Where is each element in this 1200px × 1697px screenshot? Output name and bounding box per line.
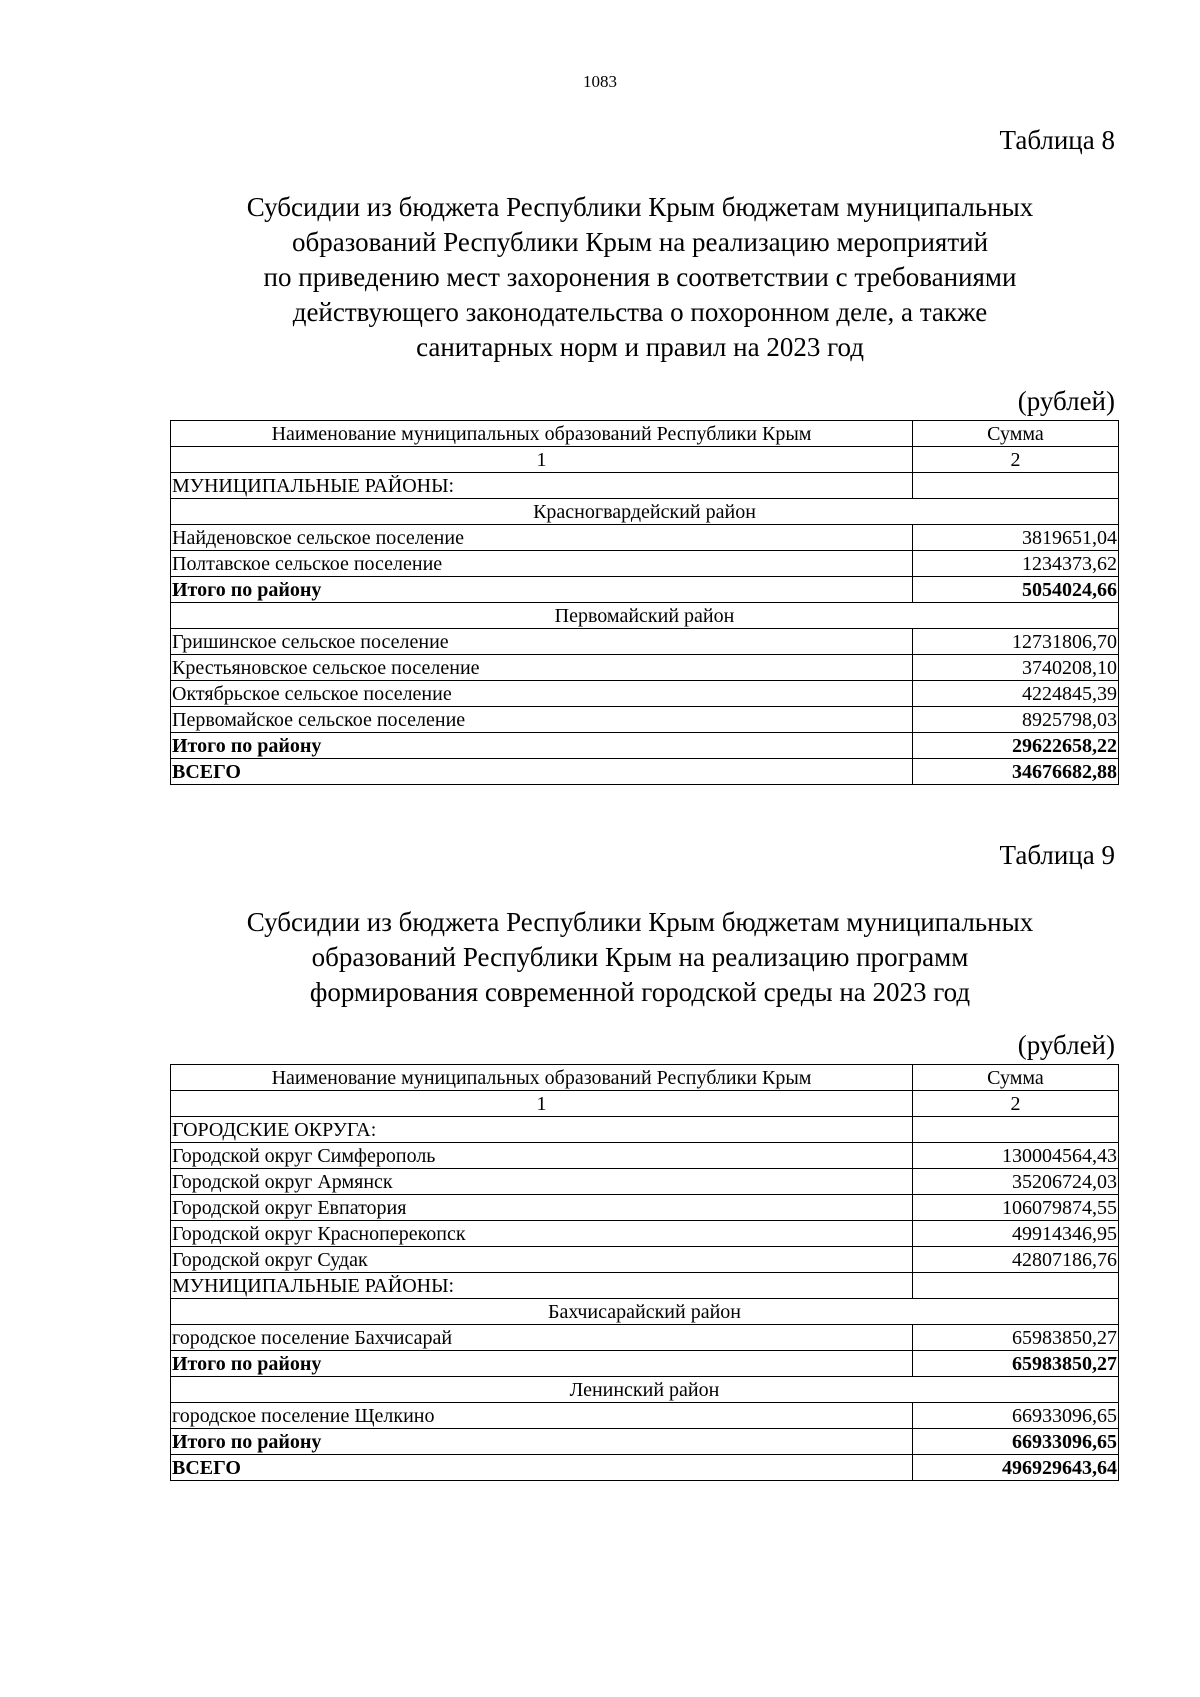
header-row xyxy=(171,421,1119,447)
row-value: 42807186,76 xyxy=(913,1247,1119,1273)
total-row xyxy=(171,577,1119,603)
header-sum: Сумма xyxy=(913,421,1119,447)
row-name: Октябрьское сельское поселение xyxy=(171,681,913,707)
table-8-label: Таблица 8 xyxy=(999,125,1115,155)
row-value: 106079874,55 xyxy=(913,1195,1119,1221)
total-row xyxy=(171,733,1119,759)
row-name: МУНИЦИПАЛЬНЫЕ РАЙОНЫ: xyxy=(171,473,913,499)
table-row xyxy=(171,681,1119,707)
row-value xyxy=(913,473,1119,499)
row-name: Городской округ Судак xyxy=(171,1247,913,1273)
row-name: Крестьяновское сельское поселение xyxy=(171,655,913,681)
column-number-row xyxy=(171,1091,1119,1117)
table-9-unit: (рублей) xyxy=(1017,1030,1115,1060)
table-8-title xyxy=(150,190,1130,365)
table-row xyxy=(171,629,1119,655)
district-row xyxy=(171,1377,1119,1403)
district-name: Первомайский район xyxy=(171,603,1119,629)
row-name: Городской округ Евпатория xyxy=(171,1195,913,1221)
header-row xyxy=(171,1065,1119,1091)
table-row xyxy=(171,1143,1119,1169)
row-value: 1234373,62 xyxy=(913,551,1119,577)
table-row xyxy=(171,551,1119,577)
title-line: образований Республики Крым на реализацию программ xyxy=(311,942,969,972)
row-value: 49914346,95 xyxy=(913,1221,1119,1247)
table-8 xyxy=(170,420,1119,785)
row-value: 65983850,27 xyxy=(913,1351,1119,1377)
district-row xyxy=(171,499,1119,525)
total-row xyxy=(171,1455,1119,1481)
row-name: МУНИЦИПАЛЬНЫЕ РАЙОНЫ: xyxy=(171,1273,913,1299)
row-value: 12731806,70 xyxy=(913,629,1119,655)
row-name: ВСЕГО xyxy=(171,1455,913,1481)
total-row xyxy=(171,759,1119,785)
row-value: 34676682,88 xyxy=(913,759,1119,785)
row-name: ВСЕГО xyxy=(171,759,913,785)
column-number: 1 xyxy=(171,1091,913,1117)
table-row xyxy=(171,1325,1119,1351)
row-value: 65983850,27 xyxy=(913,1325,1119,1351)
district-row xyxy=(171,603,1119,629)
table-9-title xyxy=(150,905,1130,1010)
title-line: Субсидии из бюджета Республики Крым бюджетам муниципальных xyxy=(246,907,1034,937)
row-name: Городской округ Симферополь xyxy=(171,1143,913,1169)
header-sum: Сумма xyxy=(913,1065,1119,1091)
row-value: 5054024,66 xyxy=(913,577,1119,603)
row-value: 66933096,65 xyxy=(913,1429,1119,1455)
table-row xyxy=(171,707,1119,733)
district-name: Ленинский район xyxy=(171,1377,1119,1403)
row-name: ГОРОДСКИЕ ОКРУГА: xyxy=(171,1117,913,1143)
table-9-label: Таблица 9 xyxy=(999,840,1115,870)
district-name: Бахчисарайский район xyxy=(171,1299,1119,1325)
row-name: городское поселение Щелкино xyxy=(171,1403,913,1429)
row-value: 35206724,03 xyxy=(913,1169,1119,1195)
row-value xyxy=(913,1117,1119,1143)
row-name: Первомайское сельское поселение xyxy=(171,707,913,733)
table-8-unit: (рублей) xyxy=(1017,386,1115,416)
column-number: 2 xyxy=(913,1091,1119,1117)
table-row xyxy=(171,1403,1119,1429)
row-name: Полтавское сельское поселение xyxy=(171,551,913,577)
row-value: 496929643,64 xyxy=(913,1455,1119,1481)
column-number: 1 xyxy=(171,447,913,473)
title-line: образований Республики Крым на реализацию мероприятий xyxy=(291,227,989,257)
page-number: 1083 xyxy=(583,72,617,91)
title-line: по приведению мест захоронения в соответствии с требованиями xyxy=(263,262,1017,292)
table-row xyxy=(171,1247,1119,1273)
table-row xyxy=(171,1221,1119,1247)
row-name: Итого по району xyxy=(171,1429,913,1455)
district-name: Красногвардейский район xyxy=(171,499,1119,525)
row-value: 66933096,65 xyxy=(913,1403,1119,1429)
table-row xyxy=(171,1169,1119,1195)
title-line: Субсидии из бюджета Республики Крым бюджетам муниципальных xyxy=(246,192,1034,222)
table-row xyxy=(171,655,1119,681)
row-value: 29622658,22 xyxy=(913,733,1119,759)
title-line: санитарных норм и правил на 2023 год xyxy=(416,332,864,362)
row-value: 130004564,43 xyxy=(913,1143,1119,1169)
row-name: Итого по району xyxy=(171,577,913,603)
section-row xyxy=(171,1273,1119,1299)
column-number-row xyxy=(171,447,1119,473)
district-row xyxy=(171,1299,1119,1325)
column-number: 2 xyxy=(913,447,1119,473)
row-value: 3740208,10 xyxy=(913,655,1119,681)
section-row xyxy=(171,1117,1119,1143)
row-name: Итого по району xyxy=(171,733,913,759)
row-name: Итого по району xyxy=(171,1351,913,1377)
row-value: 4224845,39 xyxy=(913,681,1119,707)
title-line: формирования современной городской среды на 2023 год xyxy=(309,977,971,1007)
total-row xyxy=(171,1351,1119,1377)
row-name: Найденовское сельское поселение xyxy=(171,525,913,551)
row-name: Городской округ Красноперекопск xyxy=(171,1221,913,1247)
row-name: Гришинское сельское поселение xyxy=(171,629,913,655)
row-value: 3819651,04 xyxy=(913,525,1119,551)
header-name: Наименование муниципальных образований Республики Крым xyxy=(171,421,913,447)
row-value xyxy=(913,1273,1119,1299)
row-name: Городской округ Армянск xyxy=(171,1169,913,1195)
table-row xyxy=(171,1195,1119,1221)
title-line: действующего законодательства о похоронном деле, а также xyxy=(292,297,988,327)
table-9 xyxy=(170,1064,1119,1481)
header-name: Наименование муниципальных образований Республики Крым xyxy=(171,1065,913,1091)
total-row xyxy=(171,1429,1119,1455)
table-row xyxy=(171,525,1119,551)
row-value: 8925798,03 xyxy=(913,707,1119,733)
row-name: городское поселение Бахчисарай xyxy=(171,1325,913,1351)
section-row xyxy=(171,473,1119,499)
